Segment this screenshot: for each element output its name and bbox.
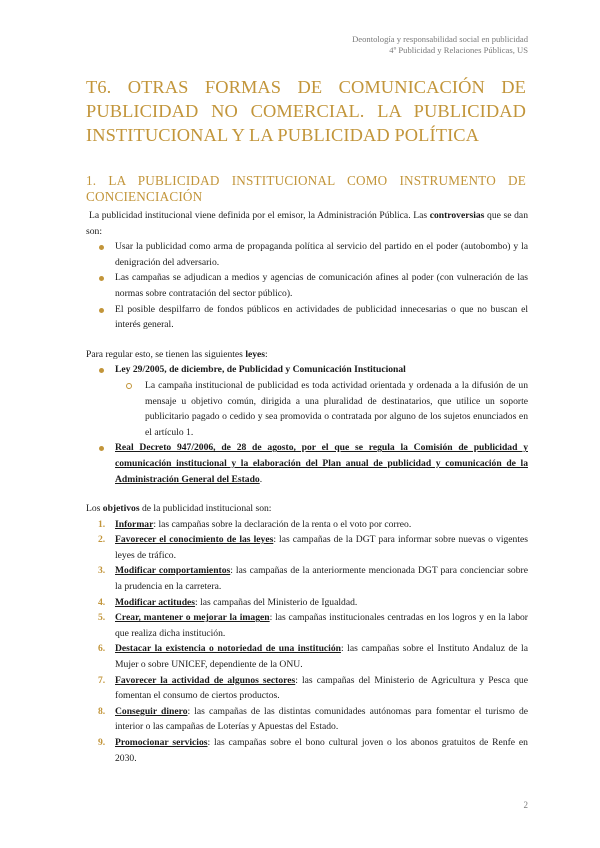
spacer: [86, 487, 528, 501]
objective-label: Modificar comportamientos: [115, 565, 231, 577]
objective-text: : las campañas sobre la declaración de la renta o el voto por correo.: [153, 518, 412, 530]
page-number: 2: [523, 800, 528, 810]
objective-number: 4.: [98, 596, 106, 608]
objective-text: : las campañas institucionales centradas en los logros y en la labor que realiza dicha institución.: [115, 612, 528, 639]
intro-paragraph: [86, 208, 528, 239]
intro-text-end: que se dan son:: [86, 210, 528, 237]
objective-number: 1.: [98, 518, 106, 530]
objective-number: 8.: [98, 705, 106, 717]
objective-label: Promocionar servicios: [115, 737, 208, 748]
law-title: Ley 29/2005, de diciembre, de Publicidad y Comunicación Institucional: [115, 364, 406, 376]
objective-text: : las campañas de las distintas comunidades autónomas para fomentar el turismo de interior o las campañas de Loterías y Apuestas del Estado.: [115, 705, 528, 733]
law-definition: La campaña institucional de publicidad es toda actividad orientada y ordenada a la difusión de un mensaje u objetivo común, dirigida a una pluralidad de destinatarios, que utilice un soporte publicitario pagado o cedido y sea promovida o contratada por alguno de los sujetos enunciados en el artículo 1.: [145, 378, 528, 440]
spacer: [86, 333, 528, 347]
objective-text: : las campañas del Ministerio de Igualdad.: [195, 596, 358, 608]
objective-label: Modificar actitudes: [115, 596, 196, 608]
objective-number: 7.: [98, 674, 106, 686]
objective-number: 2.: [98, 534, 106, 546]
intro-text: La publicidad institucional viene definida por el emisor, la Administración Pública. Las: [89, 210, 430, 221]
law-item: [115, 362, 528, 440]
objective-number: 5.: [98, 612, 106, 624]
chapter-title: T6. OTRAS FORMAS DE COMUNICACIÓN DE PUBLICIDAD NO COMERCIAL. LA PUBLICIDAD INSTITUCIONAL Y LA PUBLICIDAD POLÍTICA: [86, 77, 526, 145]
law-end: .: [259, 473, 263, 485]
objetivos-text: Los: [86, 503, 103, 515]
leyes-text: Para regular esto, se tienen las siguientes: [86, 348, 246, 360]
leyes-text-end: :: [265, 348, 268, 360]
objective-label: Favorecer el conocimiento de las leyes: [115, 534, 274, 546]
list-item: El posible despilfarro de fondos públicos en actividades de publicidad innecesarias o que no buscan el interés general.: [115, 302, 528, 333]
header-degree: 4º Publicidad y Relaciones Públicas, US: [389, 45, 528, 55]
objective-text: : las campañas sobre el Instituto Andaluz de la Mujer o sobre UNICEF, dependiente de la ONU.: [115, 643, 528, 671]
objective-text: : las campañas de la DGT para informar sobre nuevas o vigentes leyes de tráfico.: [115, 534, 529, 561]
objective-label: Crear, mantener o mejorar la imagen: [115, 612, 270, 624]
objective-label: Informar: [115, 518, 154, 530]
section-heading: 1. LA PUBLICIDAD INSTITUCIONAL COMO INSTRUMENTO DE CONCIENCIACIÓN: [86, 173, 526, 204]
objective-item: [98, 532, 529, 563]
objective-item: [98, 704, 528, 735]
intro-bold-term: controversias: [429, 210, 485, 221]
objective-item: [98, 735, 528, 766]
list-item: Usar la publicidad como arma de propaganda política al servicio del partido en el poder (autobombo) y la denigración del adversario.: [115, 239, 528, 270]
running-header: [352, 34, 528, 56]
objetivos-text-end: de la publicidad institucional son:: [139, 503, 272, 515]
objetivos-paragraph: [86, 501, 528, 517]
leyes-bold-term: leyes: [245, 348, 266, 360]
objective-number: 9.: [98, 737, 106, 748]
objective-label: Destacar la existencia o notoriedad de una institución: [115, 643, 341, 655]
list-item: Las campañas se adjudican a medios y agencias de comunicación afines al poder (con vulneración de las normas sobre contratación del sector público).: [115, 270, 528, 301]
objective-item: [98, 595, 528, 611]
objective-label: Favorecer la actividad de algunos sectores: [115, 674, 296, 686]
objective-number: 6.: [98, 643, 106, 655]
objetivos-list: [86, 517, 528, 767]
leyes-list: [86, 362, 528, 487]
document-body: [86, 208, 528, 766]
objective-text: : las campañas de la anteriormente mencionada DGT para concienciar sobre la prudencia en la carretera.: [115, 565, 528, 593]
law-item: [115, 440, 528, 487]
objective-item: [98, 673, 528, 704]
objective-item: [98, 517, 528, 533]
law-subitems: [115, 378, 528, 440]
header-course: Deontología y responsabilidad social en publicidad: [352, 34, 528, 44]
objective-text: : las campañas del Ministerio de Agricultura y Pesca que fomentan el consumo de ciertos productos.: [115, 674, 528, 702]
objective-number: 3.: [98, 565, 106, 577]
controversias-list: [86, 239, 528, 333]
leyes-paragraph: [86, 347, 528, 363]
law-title: Real Decreto 947/2006, de 28 de agosto, por el que se regula la Comisión de publicidad y comunicación institucional y la elaboración del Plan anual de publicidad y comunicación de la Administración General del Estado: [115, 442, 528, 485]
objective-item: [98, 563, 528, 594]
objective-item: [98, 610, 528, 641]
objective-item: [98, 641, 528, 672]
objective-label: Conseguir dinero: [115, 705, 188, 717]
objetivos-bold-term: objetivos: [102, 503, 140, 515]
objective-text: : las campañas sobre el bono cultural joven o los abonos gratuitos de Renfe en 2030.: [115, 737, 528, 764]
